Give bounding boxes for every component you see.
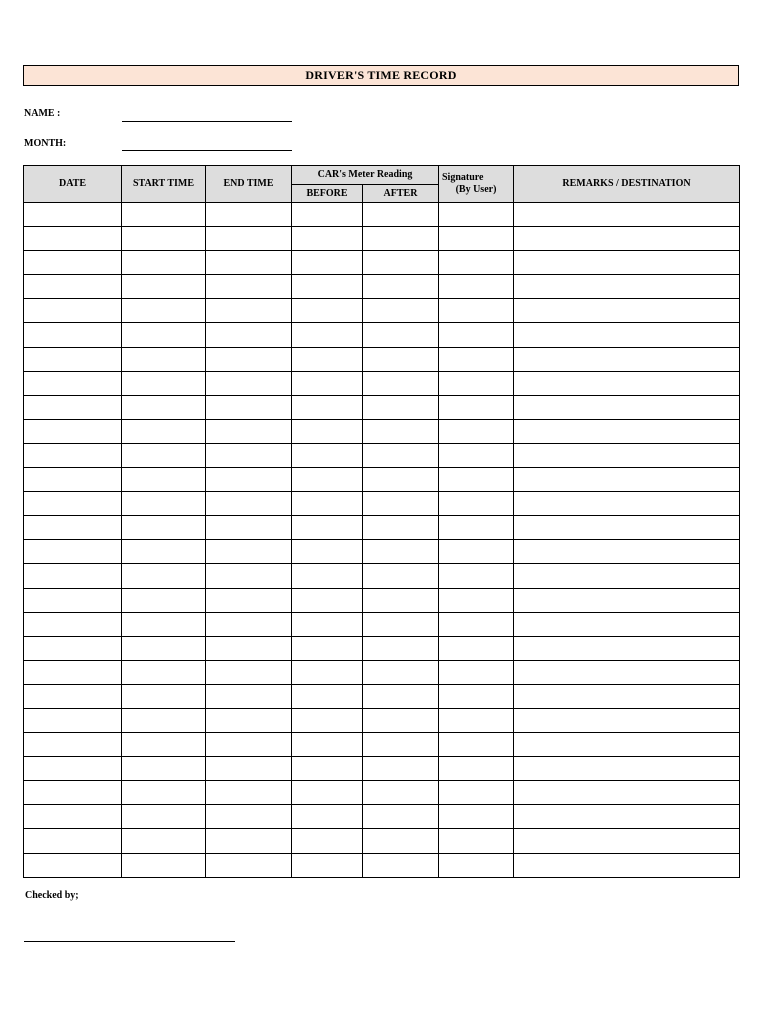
table-row	[24, 805, 740, 829]
cell-after[interactable]	[363, 636, 439, 660]
cell-after[interactable]	[363, 227, 439, 251]
cell-after[interactable]	[363, 829, 439, 853]
table-row	[24, 733, 740, 757]
cell-start-time[interactable]	[122, 636, 206, 660]
cell-remarks[interactable]	[514, 492, 740, 516]
cell-start-time[interactable]	[122, 227, 206, 251]
cell-signature[interactable]	[439, 805, 514, 829]
cell-signature[interactable]	[439, 781, 514, 805]
cell-end-time[interactable]	[206, 347, 292, 371]
header-signature-line1: Signature	[442, 172, 484, 183]
cell-signature[interactable]	[439, 299, 514, 323]
cell-end-time[interactable]	[206, 708, 292, 732]
checked-by-label: Checked by;	[25, 890, 79, 901]
header-remarks: REMARKS / DESTINATION	[514, 166, 740, 203]
cell-signature[interactable]	[439, 757, 514, 781]
table-row	[24, 275, 740, 299]
cell-end-time[interactable]	[206, 323, 292, 347]
cell-before[interactable]	[292, 299, 363, 323]
cell-remarks[interactable]	[514, 708, 740, 732]
table-row	[24, 371, 740, 395]
cell-end-time[interactable]	[206, 733, 292, 757]
cell-end-time[interactable]	[206, 564, 292, 588]
header-date: DATE	[24, 166, 122, 203]
cell-date[interactable]	[24, 829, 122, 853]
cell-remarks[interactable]	[514, 660, 740, 684]
cell-after[interactable]	[363, 347, 439, 371]
cell-remarks[interactable]	[514, 588, 740, 612]
cell-date[interactable]	[24, 516, 122, 540]
cell-signature[interactable]	[439, 564, 514, 588]
cell-start-time[interactable]	[122, 468, 206, 492]
cell-before[interactable]	[292, 757, 363, 781]
cell-date[interactable]	[24, 443, 122, 467]
cell-end-time[interactable]	[206, 540, 292, 564]
cell-before[interactable]	[292, 829, 363, 853]
cell-after[interactable]	[363, 564, 439, 588]
cell-start-time[interactable]	[122, 805, 206, 829]
table-row	[24, 588, 740, 612]
cell-after[interactable]	[363, 733, 439, 757]
cell-start-time[interactable]	[122, 371, 206, 395]
cell-remarks[interactable]	[514, 636, 740, 660]
cell-before[interactable]	[292, 323, 363, 347]
cell-end-time[interactable]	[206, 805, 292, 829]
cell-before[interactable]	[292, 733, 363, 757]
cell-start-time[interactable]	[122, 540, 206, 564]
cell-date[interactable]	[24, 660, 122, 684]
cell-after[interactable]	[363, 805, 439, 829]
cell-before[interactable]	[292, 468, 363, 492]
cell-signature[interactable]	[439, 347, 514, 371]
cell-before[interactable]	[292, 853, 363, 877]
cell-date[interactable]	[24, 468, 122, 492]
table-row	[24, 853, 740, 877]
cell-date[interactable]	[24, 203, 122, 227]
cell-remarks[interactable]	[514, 323, 740, 347]
cell-date[interactable]	[24, 588, 122, 612]
cell-before[interactable]	[292, 805, 363, 829]
cell-before[interactable]	[292, 781, 363, 805]
cell-start-time[interactable]	[122, 684, 206, 708]
cell-before[interactable]	[292, 492, 363, 516]
cell-date[interactable]	[24, 492, 122, 516]
time-record-table	[23, 165, 740, 878]
cell-signature[interactable]	[439, 492, 514, 516]
cell-before[interactable]	[292, 419, 363, 443]
cell-remarks[interactable]	[514, 468, 740, 492]
table-row	[24, 829, 740, 853]
cell-signature[interactable]	[439, 275, 514, 299]
cell-remarks[interactable]	[514, 299, 740, 323]
cell-after[interactable]	[363, 299, 439, 323]
header-signature-line2: (By User)	[455, 184, 497, 195]
cell-signature[interactable]	[439, 227, 514, 251]
cell-before[interactable]	[292, 395, 363, 419]
cell-start-time[interactable]	[122, 323, 206, 347]
cell-start-time[interactable]	[122, 612, 206, 636]
cell-after[interactable]	[363, 684, 439, 708]
cell-signature[interactable]	[439, 708, 514, 732]
cell-start-time[interactable]	[122, 829, 206, 853]
cell-end-time[interactable]	[206, 757, 292, 781]
cell-remarks[interactable]	[514, 540, 740, 564]
table-row	[24, 443, 740, 467]
table-body	[24, 203, 740, 878]
cell-start-time[interactable]	[122, 564, 206, 588]
cell-end-time[interactable]	[206, 395, 292, 419]
cell-after[interactable]	[363, 395, 439, 419]
cell-date[interactable]	[24, 540, 122, 564]
cell-start-time[interactable]	[122, 419, 206, 443]
cell-remarks[interactable]	[514, 805, 740, 829]
table-row	[24, 708, 740, 732]
cell-end-time[interactable]	[206, 275, 292, 299]
cell-signature[interactable]	[439, 516, 514, 540]
cell-start-time[interactable]	[122, 443, 206, 467]
cell-end-time[interactable]	[206, 612, 292, 636]
cell-end-time[interactable]	[206, 588, 292, 612]
cell-after[interactable]	[363, 203, 439, 227]
cell-date[interactable]	[24, 733, 122, 757]
cell-end-time[interactable]	[206, 468, 292, 492]
cell-remarks[interactable]	[514, 443, 740, 467]
cell-end-time[interactable]	[206, 299, 292, 323]
cell-start-time[interactable]	[122, 395, 206, 419]
name-label: NAME :	[24, 108, 61, 119]
table-row	[24, 781, 740, 805]
cell-signature[interactable]	[439, 540, 514, 564]
cell-signature[interactable]	[439, 203, 514, 227]
cell-after[interactable]	[363, 588, 439, 612]
cell-remarks[interactable]	[514, 684, 740, 708]
checked-by-signature-line[interactable]	[24, 941, 235, 942]
cell-before[interactable]	[292, 540, 363, 564]
cell-end-time[interactable]	[206, 684, 292, 708]
cell-after[interactable]	[363, 540, 439, 564]
cell-before[interactable]	[292, 347, 363, 371]
cell-before[interactable]	[292, 660, 363, 684]
cell-after[interactable]	[363, 516, 439, 540]
table-row	[24, 347, 740, 371]
cell-before[interactable]	[292, 227, 363, 251]
cell-date[interactable]	[24, 781, 122, 805]
cell-after[interactable]	[363, 781, 439, 805]
cell-after[interactable]	[363, 371, 439, 395]
table-row	[24, 492, 740, 516]
cell-end-time[interactable]	[206, 853, 292, 877]
cell-before[interactable]	[292, 251, 363, 275]
cell-signature[interactable]	[439, 588, 514, 612]
cell-end-time[interactable]	[206, 203, 292, 227]
cell-before[interactable]	[292, 636, 363, 660]
cell-remarks[interactable]	[514, 203, 740, 227]
cell-remarks[interactable]	[514, 853, 740, 877]
cell-remarks[interactable]	[514, 516, 740, 540]
cell-signature[interactable]	[439, 733, 514, 757]
cell-signature[interactable]	[439, 443, 514, 467]
cell-before[interactable]	[292, 275, 363, 299]
table-row	[24, 660, 740, 684]
cell-before[interactable]	[292, 371, 363, 395]
cell-remarks[interactable]	[514, 612, 740, 636]
cell-after[interactable]	[363, 492, 439, 516]
table-row	[24, 684, 740, 708]
cell-end-time[interactable]	[206, 516, 292, 540]
cell-after[interactable]	[363, 323, 439, 347]
cell-before[interactable]	[292, 203, 363, 227]
cell-after[interactable]	[363, 251, 439, 275]
cell-start-time[interactable]	[122, 588, 206, 612]
cell-before[interactable]	[292, 612, 363, 636]
month-label: MONTH:	[24, 138, 67, 149]
page-title: DRIVER'S TIME RECORD	[23, 65, 739, 86]
cell-signature[interactable]	[439, 829, 514, 853]
cell-date[interactable]	[24, 708, 122, 732]
table-row	[24, 299, 740, 323]
cell-before[interactable]	[292, 708, 363, 732]
cell-start-time[interactable]	[122, 733, 206, 757]
cell-start-time[interactable]	[122, 492, 206, 516]
cell-start-time[interactable]	[122, 299, 206, 323]
cell-end-time[interactable]	[206, 251, 292, 275]
cell-remarks[interactable]	[514, 347, 740, 371]
cell-after[interactable]	[363, 443, 439, 467]
cell-date[interactable]	[24, 684, 122, 708]
cell-before[interactable]	[292, 684, 363, 708]
cell-remarks[interactable]	[514, 251, 740, 275]
cell-end-time[interactable]	[206, 227, 292, 251]
table-row	[24, 636, 740, 660]
table-row	[24, 612, 740, 636]
cell-start-time[interactable]	[122, 660, 206, 684]
cell-after[interactable]	[363, 660, 439, 684]
cell-end-time[interactable]	[206, 492, 292, 516]
cell-date[interactable]	[24, 636, 122, 660]
table-row	[24, 468, 740, 492]
cell-date[interactable]	[24, 251, 122, 275]
table-row	[24, 251, 740, 275]
table-row	[24, 395, 740, 419]
cell-date[interactable]	[24, 564, 122, 588]
cell-signature[interactable]	[439, 419, 514, 443]
cell-signature[interactable]	[439, 853, 514, 877]
cell-remarks[interactable]	[514, 227, 740, 251]
table-row	[24, 540, 740, 564]
cell-signature[interactable]	[439, 660, 514, 684]
cell-start-time[interactable]	[122, 251, 206, 275]
cell-date[interactable]	[24, 227, 122, 251]
cell-end-time[interactable]	[206, 829, 292, 853]
cell-start-time[interactable]	[122, 757, 206, 781]
cell-end-time[interactable]	[206, 443, 292, 467]
header-before: BEFORE	[292, 185, 363, 203]
cell-after[interactable]	[363, 853, 439, 877]
cell-start-time[interactable]	[122, 275, 206, 299]
header-start-time: START TIME	[122, 166, 206, 203]
cell-before[interactable]	[292, 588, 363, 612]
cell-after[interactable]	[363, 708, 439, 732]
cell-remarks[interactable]	[514, 395, 740, 419]
cell-end-time[interactable]	[206, 636, 292, 660]
cell-date[interactable]	[24, 853, 122, 877]
cell-after[interactable]	[363, 275, 439, 299]
table-row	[24, 419, 740, 443]
table-row	[24, 203, 740, 227]
cell-date[interactable]	[24, 395, 122, 419]
cell-date[interactable]	[24, 612, 122, 636]
cell-remarks[interactable]	[514, 757, 740, 781]
cell-signature[interactable]	[439, 636, 514, 660]
cell-signature[interactable]	[439, 371, 514, 395]
cell-after[interactable]	[363, 419, 439, 443]
table-row	[24, 564, 740, 588]
cell-remarks[interactable]	[514, 371, 740, 395]
table-row	[24, 227, 740, 251]
cell-signature[interactable]	[439, 323, 514, 347]
cell-start-time[interactable]	[122, 516, 206, 540]
name-field[interactable]	[122, 109, 292, 122]
cell-date[interactable]	[24, 371, 122, 395]
cell-end-time[interactable]	[206, 781, 292, 805]
cell-date[interactable]	[24, 323, 122, 347]
cell-remarks[interactable]	[514, 564, 740, 588]
cell-end-time[interactable]	[206, 419, 292, 443]
header-meter-reading: CAR's Meter Reading	[292, 166, 439, 185]
header-after: AFTER	[363, 185, 439, 203]
cell-end-time[interactable]	[206, 371, 292, 395]
cell-date[interactable]	[24, 347, 122, 371]
table-row	[24, 757, 740, 781]
cell-start-time[interactable]	[122, 781, 206, 805]
cell-start-time[interactable]	[122, 347, 206, 371]
cell-remarks[interactable]	[514, 275, 740, 299]
cell-signature[interactable]	[439, 395, 514, 419]
cell-before[interactable]	[292, 443, 363, 467]
cell-date[interactable]	[24, 419, 122, 443]
cell-after[interactable]	[363, 468, 439, 492]
cell-signature[interactable]	[439, 468, 514, 492]
cell-date[interactable]	[24, 805, 122, 829]
cell-before[interactable]	[292, 516, 363, 540]
header-end-time: END TIME	[206, 166, 292, 203]
cell-start-time[interactable]	[122, 708, 206, 732]
cell-date[interactable]	[24, 757, 122, 781]
cell-after[interactable]	[363, 757, 439, 781]
cell-date[interactable]	[24, 299, 122, 323]
cell-remarks[interactable]	[514, 733, 740, 757]
cell-after[interactable]	[363, 612, 439, 636]
cell-remarks[interactable]	[514, 781, 740, 805]
cell-start-time[interactable]	[122, 203, 206, 227]
cell-signature[interactable]	[439, 612, 514, 636]
cell-remarks[interactable]	[514, 829, 740, 853]
table-row	[24, 323, 740, 347]
table-row	[24, 516, 740, 540]
cell-date[interactable]	[24, 275, 122, 299]
cell-signature[interactable]	[439, 684, 514, 708]
header-signature	[439, 166, 514, 203]
cell-remarks[interactable]	[514, 419, 740, 443]
cell-start-time[interactable]	[122, 853, 206, 877]
cell-before[interactable]	[292, 564, 363, 588]
month-field[interactable]	[122, 138, 292, 151]
cell-signature[interactable]	[439, 251, 514, 275]
cell-end-time[interactable]	[206, 660, 292, 684]
